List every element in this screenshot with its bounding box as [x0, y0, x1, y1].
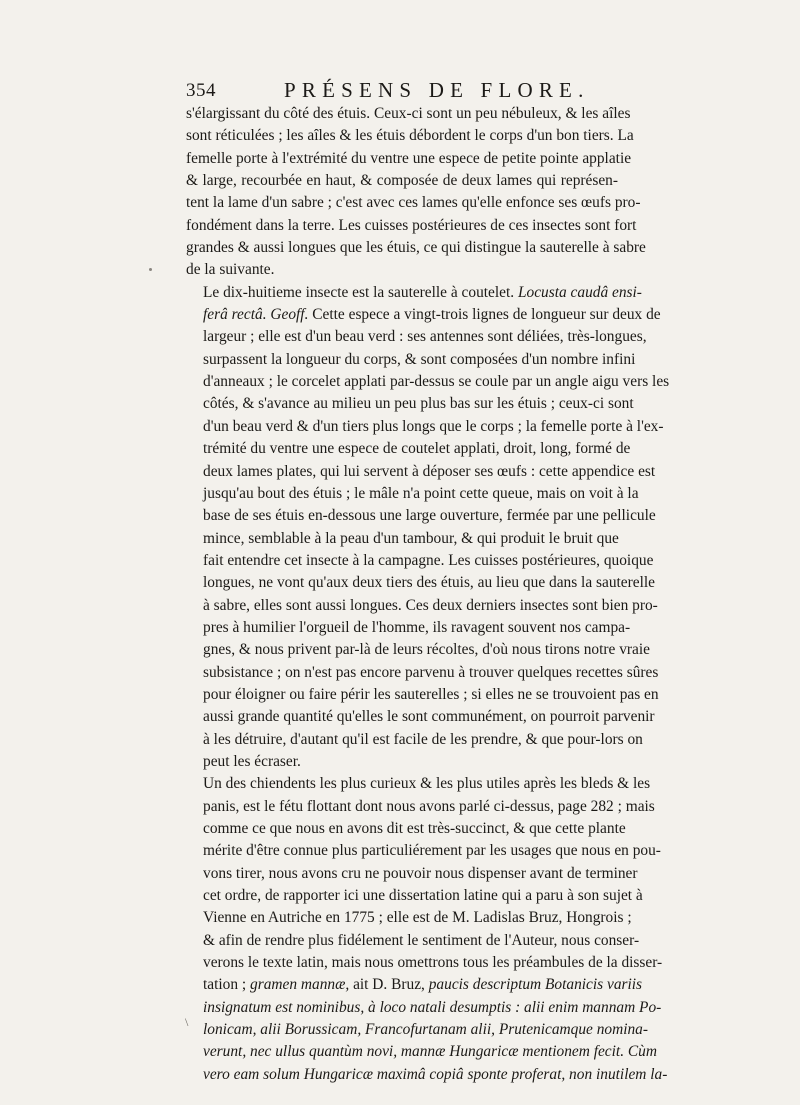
text-line: base de ses étuis en-dessous une large ouverture, fermée par une pellicule [203, 507, 656, 525]
text-line: verunt, nec ullus quantùm novi, mannæ Hungaricæ mentionem fecit. Cùm [203, 1043, 657, 1061]
text-line: ferâ rectâ. Geoff. Cette espece a vingt-trois lignes de longueur sur deux de [203, 306, 661, 324]
page-number: 354 [186, 80, 216, 101]
text-line: Un des chiendents les plus curieux & les plus utiles après les bleds & les [203, 775, 651, 793]
text-line: Le dix-huitieme insecte est la sauterelle à coutelet. Locusta caudâ ensi- [203, 283, 642, 301]
text-line: femelle porte à l'extrémité du ventre une espece de petite pointe applatie [186, 149, 632, 167]
text-line: vons tirer, nous avons cru ne pouvoir nous dispenser avant de terminer [203, 864, 638, 882]
text-line: largeur ; elle est d'un beau verd : ses antennes sont déliées, très-longues, [203, 328, 647, 346]
text-line: mérite d'être connue plus particuliérement par les usages que nous en pou- [203, 842, 661, 860]
text-line: d'anneaux ; le corcelet applati par-dessus se coule par un angle aigu vers les [203, 373, 670, 391]
text-line: tent la lame d'un sabre ; c'est avec ces lames qu'elle enfonce ses œufs pro- [186, 194, 641, 212]
text-line: & afin de rendre plus fidélement le sentiment de l'Auteur, nous conser- [203, 931, 640, 949]
paragraph [186, 103, 646, 282]
text-line: cet ordre, de rapporter ici une dissertation latine qui a paru à son sujet à [203, 887, 643, 905]
text-line: tation ; gramen mannæ, ait D. Bruz, paucis descriptum Botanicis variis [203, 976, 643, 994]
body-text [186, 103, 670, 1086]
text-line: aussi grande quantité qu'elles le sont communément, on pourroit parvenir [203, 708, 655, 726]
text-line: de la suivante. [186, 261, 275, 279]
text-line: lonicam, alii Borussicam, Francofurtanam alii, Prutenicamque nomina- [203, 1021, 649, 1039]
text-line: verons le texte latin, mais nous omettrons tous les préambules de la disser- [203, 954, 663, 972]
text-line: trémité du ventre une espece de coutelet applati, droit, long, formé de [203, 440, 631, 458]
text-line: grandes & aussi longues que les étuis, ce qui distingue la sauterelle à sabre [186, 239, 646, 257]
text-line: surpassent la longueur du corps, & sont composées d'un nombre infini [203, 350, 636, 368]
text-line: & large, recourbée en haut, & composée de deux lames qui représen- [186, 172, 618, 190]
text-line: jusqu'au bout des étuis ; le mâle n'a point cette queue, mais on voit à la [203, 484, 639, 502]
text-line: Vienne en Autriche en 1775 ; elle est de M. Ladislas Bruz, Hongrois ; [203, 909, 632, 927]
text-line: deux lames plates, qui lui servent à déposer ses œufs : cette appendice est [203, 462, 656, 480]
text-line: comme ce que nous en avons dit est très-succinct, & que cette plante [203, 820, 626, 837]
text-line: fait entendre cet insecte à la campagne. Les cuisses postérieures, quoique [203, 551, 654, 569]
paragraph [186, 773, 668, 1086]
text-line: s'élargissant du côté des étuis. Ceux-ci sont un peu nébuleux, & les aîles [186, 105, 631, 122]
text-line: pres à humilier l'orgueil de l'homme, ils ravagent souvent nos campa- [203, 618, 631, 636]
text-line: fondément dans la terre. Les cuisses postérieures de ces insectes sont fort [186, 216, 637, 234]
text-line: peut les écraser. [203, 752, 301, 770]
text-line: côtés, & s'avance au milieu un peu plus bas sur les étuis ; ceux-ci sont [203, 395, 634, 413]
text-line: panis, est le fétu flottant dont nous avons parlé ci-dessus, page 282 ; mais [203, 797, 655, 815]
text-line: insignatum est nominibus, à loco natali desumptis : alii enim mannam Po- [203, 998, 662, 1016]
text-line: mince, semblable à la peau d'un tambour, & qui produit le bruit que [203, 529, 619, 547]
text-line: gnes, & nous privent par-là de leurs récoltes, d'où nous tirons notre vraie [203, 641, 650, 659]
text-line: longues, ne vont qu'aux deux tiers des étuis, au lieu que dans la sauterelle [203, 574, 655, 592]
margin-speck [149, 268, 152, 271]
running-head: PRÉSENS DE FLORE. [284, 78, 590, 102]
paragraph [186, 282, 670, 774]
text-line: sont réticulées ; les aîles & les étuis débordent le corps d'un bon tiers. La [186, 127, 634, 145]
text-line: vero eam solum Hungaricæ maximâ copiâ sponte proferat, non inutilem la- [203, 1065, 668, 1083]
text-line: à les détruire, d'autant qu'il est facile de les prendre, & que pour-lors on [203, 730, 643, 748]
footer-mark: \ [185, 1015, 189, 1029]
text-line: à sabre, elles sont aussi longues. Ces deux derniers insectes sont bien pro- [203, 596, 658, 614]
text-line: d'un beau verd & d'un tiers plus longs que le corps ; la femelle porte à l'ex- [203, 417, 664, 435]
text-line: subsistance ; on n'est pas encore parvenu à trouver quelques recettes sûres [203, 663, 659, 681]
text-line: pour éloigner ou faire périr les sauterelles ; si elles ne se trouvoient pas en [203, 685, 659, 703]
page-header [186, 78, 618, 104]
